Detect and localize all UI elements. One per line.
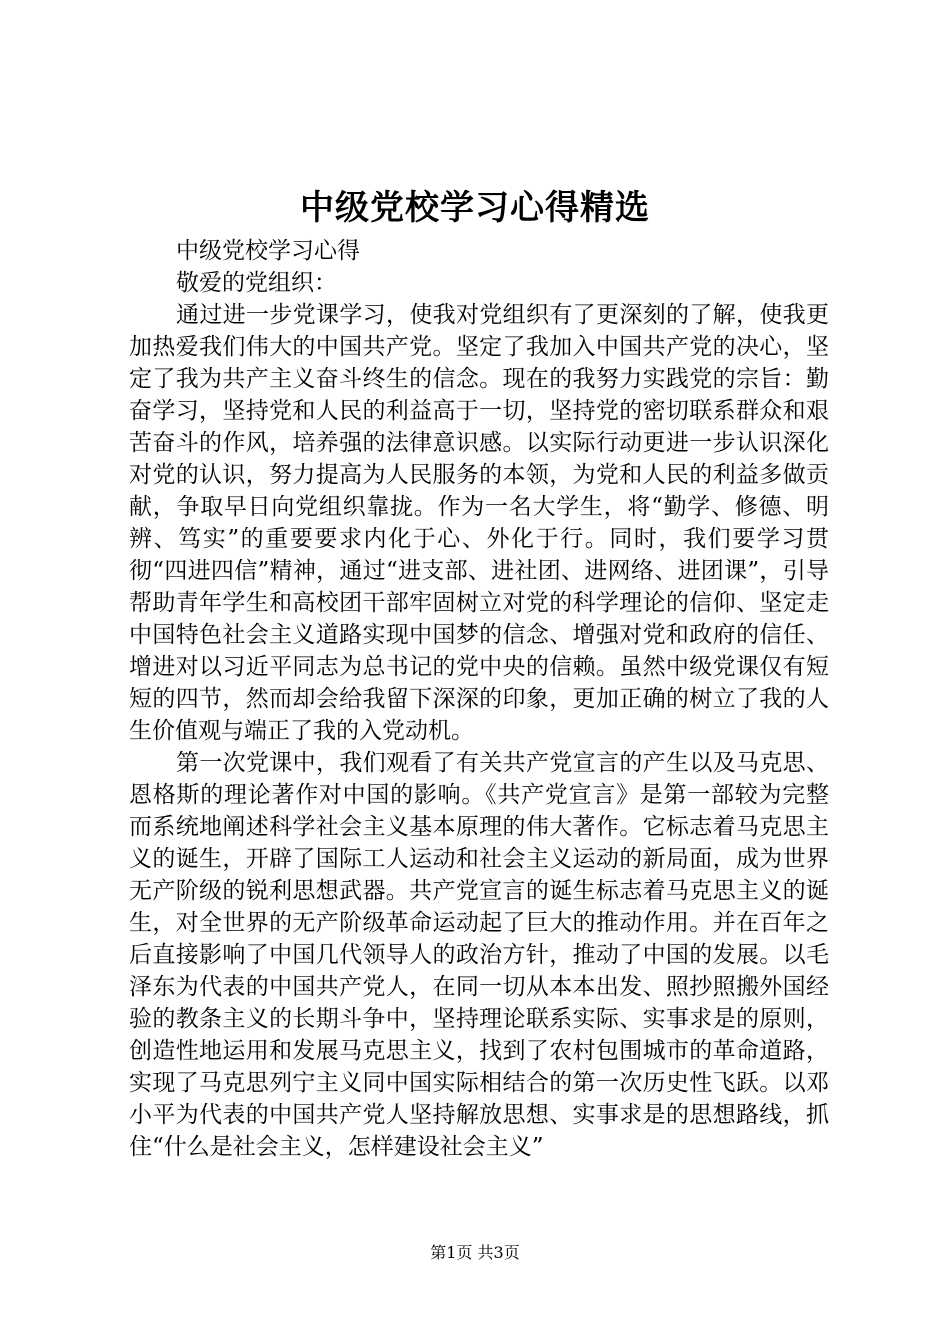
document-title: 中级党校学习心得精选 xyxy=(300,188,650,228)
document-subtitle: 中级党校学习心得 xyxy=(176,238,360,264)
document-body xyxy=(129,235,829,1163)
page-number-footer: 第1页 共3页 xyxy=(430,1243,520,1262)
paragraph-1: 通过进一步党课学习，使我对党组织有了更深刻的了解，使我更加热爱我们伟大的中国共产党。坚定了我加入中国共产党的决心，坚定了我为共产主义奋斗终生的信念。现在的我努力实践党的宗旨：勤奋学习，坚持党和人民的利益高于一切，坚持党的密切联系群众和艰苦奋斗的作风，培养强的法律意识感。以实际行动更进一步认识深化对党的认识，努力提高为人民服务的本领，为党和人民的利益多做贡献，争取早日向党组织靠拢。作为一名大学生，将“勤学、修德、明辨、笃实”的重要要求内化于心、外化于行。同时，我们要学习贯彻“四进四信”精神，通过“进支部、进社团、进网络、进团课”，引导帮助青年学生和高校团干部牢固树立对党的科学理论的信仰、坚定走中国特色社会主义道路实现中国梦的信念、增强对党和政府的信任、增进对以习近平同志为总书记的党中央的信赖。虽然中级党课仅有短短的四节，然而却会给我留下深深的印象，更加正确的树立了我的人生价值观与端正了我的入党动机。 xyxy=(129,302,829,744)
paragraph-2: 第一次党课中，我们观看了有关共产党宣言的产生以及马克思、恩格斯的理论著作对中国的影响。《共产党宣言》是第一部较为完整而系统地阐述科学社会主义基本原理的伟大著作。它标志着马克思主义的诞生，开辟了国际工人运动和社会主义运动的新局面，成为世界无产阶级的锐利思想武器。共产党宣言的诞生标志着马克思主义的诞生，对全世界的无产阶级革命运动起了巨大的推动作用。并在百年之后直接影响了中国几代领导人的政治方针，推动了中国的发展。以毛泽东为代表的中国共产党人，在同一切从本本出发、照抄照搬外国经验的教条主义的长期斗争中，坚持理论联系实际、实事求是的原则，创造性地运用和发展马克思主义，找到了农村包围城市的革命道路，实现了马克思列宁主义同中国实际相结合的第一次历史性飞跃。以邓小平为代表的中国共产党人坚持解放思想、实事求是的思想路线，抓住“什么是社会主义，怎样建设社会主义” xyxy=(129,750,829,1160)
salutation: 敬爱的党组织： xyxy=(176,270,337,296)
